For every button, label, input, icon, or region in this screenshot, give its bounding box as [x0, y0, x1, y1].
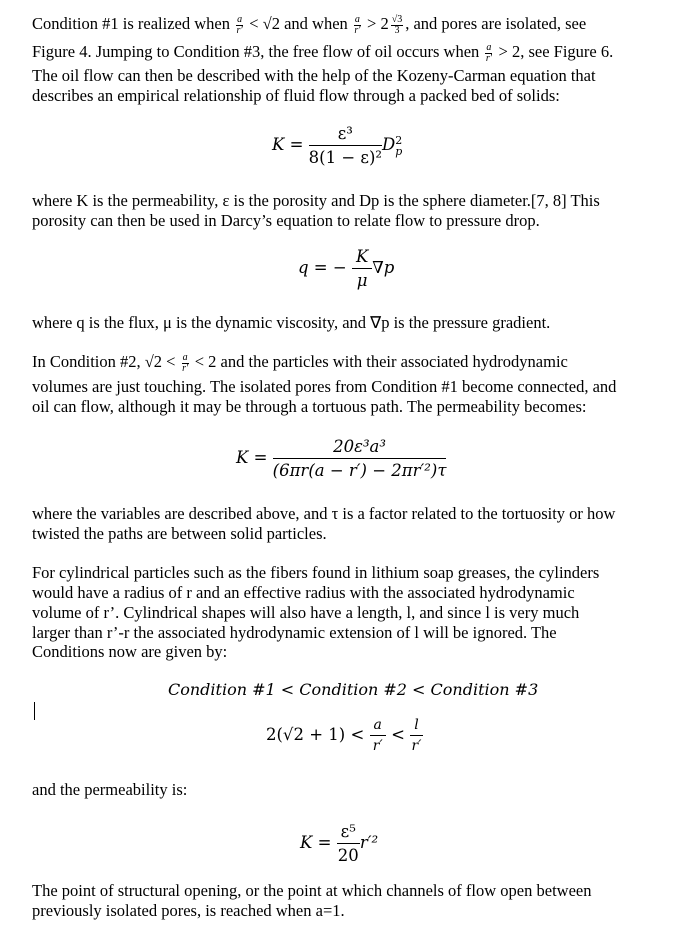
- eq-fraction-l-over-r: $\frac{l}{r'}$: [411, 717, 422, 754]
- eq-lhs: K =: [236, 448, 268, 467]
- paragraph-3-line-1: where q is the flux, μ is the dynamic viscosity, and ∇p is the pressure gradient.: [32, 313, 551, 332]
- paragraph-6-line-2: would have a radius of r and an effective radius with the associated hydrodynamic: [32, 583, 575, 602]
- paragraph-7-line-1: and the permeability is:: [32, 780, 188, 799]
- text: > 2: [362, 14, 389, 33]
- eq-lhs: q = −: [298, 258, 347, 277]
- paragraph-1-line-2: [32, 42, 613, 64]
- eq-fraction: $\frac{\text{20ε³a³}}{\text{(6πr(a − r′) − 2πr′²)τ}}$: [272, 437, 447, 480]
- fraction-a-over-r: $\frac{a}{r'}$: [485, 41, 492, 64]
- paragraph-1-line-1: [32, 14, 586, 36]
- eq-fraction: $\frac{K}{\mu}$: [352, 247, 372, 290]
- text: In Condition #2, √2 <: [32, 352, 180, 371]
- fraction-a-over-r: $\frac{a}{r'}$: [236, 13, 243, 36]
- text: Figure 4. Jumping to Condition #3, the free flow of oil occurs when: [32, 42, 484, 61]
- text: > 2, see Figure 6.: [494, 42, 614, 61]
- text-cursor: [34, 702, 35, 720]
- paragraph-4-line-1: [32, 352, 568, 374]
- paragraph-6-line-3: volume of r’. Cylindrical shapes will also have a length, l, and since l is very much: [32, 603, 580, 622]
- eq-less-than: <: [391, 725, 405, 744]
- paragraph-6-line-4: larger than r’-r the associated hydrodynamic extension of l will be ignored. The: [32, 623, 557, 642]
- paragraph-6-line-5: Conditions now are given by:: [32, 642, 228, 661]
- equation-permeability-cylinders: [300, 822, 378, 865]
- equation-kozeny-carman: K = $\frac{\text{ε³}}{\text{8(1 − ε)²}}$ D 2 p: [272, 124, 403, 167]
- paragraph-2-line-1: where K is the permeability, ε is the porosity and Dp is the sphere diameter.[7, 8] This: [32, 191, 600, 210]
- paragraph-1-line-3: The oil flow can then be described with the help of the Kozeny-Carman equation that: [32, 66, 596, 85]
- paragraph-8-line-1: The point of structural opening, or the point at which channels of flow open between: [32, 881, 592, 900]
- paragraph-6-line-1: For cylindrical particles such as the fibers found in lithium soap greases, the cylinders: [32, 563, 600, 582]
- eq-fraction: $\frac{\text{ε³}}{\text{8(1 − ε)²}}$: [308, 124, 383, 167]
- equation-permeability-condition-2: [236, 437, 446, 480]
- equation-conditions: [266, 717, 423, 754]
- paragraph-1-line-4: describes an empirical relationship of fluid flow through a packed bed of solids:: [32, 86, 560, 105]
- paragraph-8-line-2: previously isolated pores, is reached when a=1.: [32, 901, 345, 920]
- eq-lhs: K =: [272, 135, 304, 154]
- eq-lhs: K =: [300, 833, 332, 852]
- eq-fraction-a-over-r: $\frac{a}{r'}$: [370, 717, 386, 754]
- eq-lhs: 2(√2 + 1) <: [266, 725, 365, 744]
- equation-darcy: [298, 247, 394, 290]
- paragraph-2-line-2: porosity can then be used in Darcy’s equation to relate flow to pressure drop.: [32, 211, 540, 230]
- fraction-a-over-r: $\frac{a}{r'}$: [182, 351, 189, 374]
- eq-fraction: $\frac{\text{ε⁵}}{20}$: [337, 822, 359, 865]
- eq-tail: r′²: [359, 833, 379, 852]
- paragraph-4-line-2: volumes are just touching. The isolated pores from Condition #1 become connected, and: [32, 377, 617, 396]
- text: < √2 and when: [245, 14, 352, 33]
- paragraph-4-line-3: oil can flow, although it may be through a tortuous path. The permeability becomes:: [32, 397, 587, 416]
- fraction-sqrt3-over-3: $\frac{√3}{3}$: [391, 13, 403, 36]
- text: < 2 and the particles with their associated hydrodynamic: [190, 352, 568, 371]
- eq-tail: ∇p: [372, 258, 395, 277]
- conditions-ordering: Condition #1 < Condition #2 < Condition #3: [168, 680, 539, 699]
- fraction-a-over-r: $\frac{a}{r'}$: [354, 13, 361, 36]
- text: Condition #1 is realized when: [32, 14, 235, 33]
- eq-tail: D: [382, 135, 396, 154]
- paragraph-5-line-2: twisted the paths are between solid particles.: [32, 524, 327, 543]
- text: , and pores are isolated, see: [405, 14, 587, 33]
- paragraph-5-line-1: where the variables are described above, and τ is a factor related to the tortuosity or how: [32, 504, 616, 523]
